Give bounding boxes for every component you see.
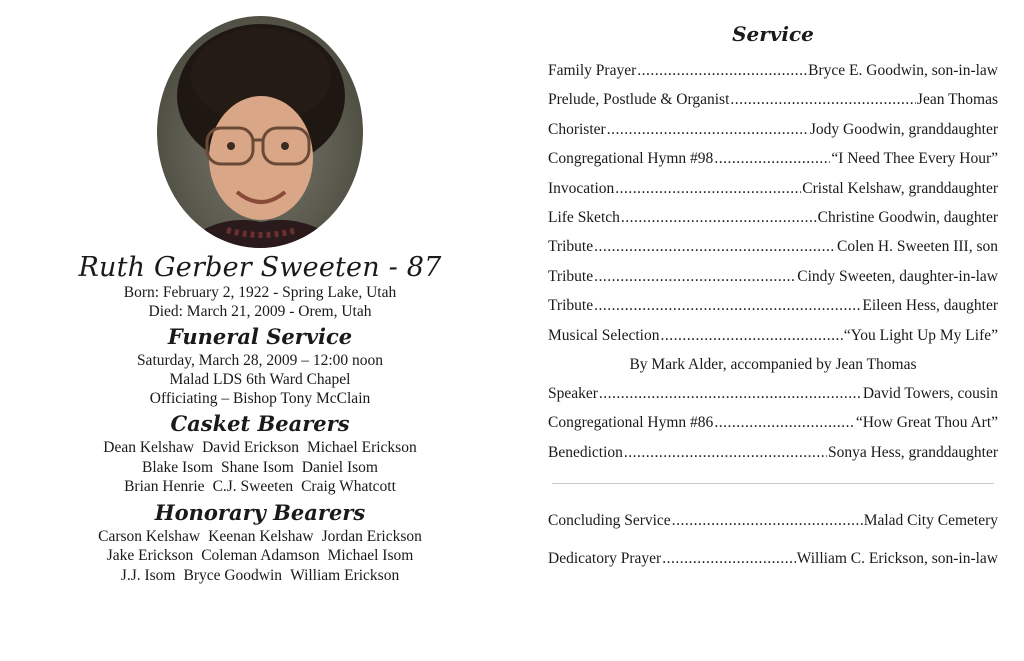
program-role: Tribute <box>548 297 594 315</box>
program-item <box>548 502 998 540</box>
program-participant: Malad City Cemetery <box>863 512 998 530</box>
honorary-bearer-name: J.J. Isom <box>120 566 176 584</box>
leader-dots <box>615 174 801 203</box>
leader-dots <box>624 438 827 467</box>
birth-info: Born: February 2, 1922 - Spring Lake, Utah <box>123 284 397 301</box>
officiating: Officiating – Bishop Tony McClain <box>149 390 371 407</box>
leader-dots <box>621 203 817 232</box>
honorary-bearer-row <box>70 527 450 547</box>
honorary-bearer-name: Carson Kelshaw <box>98 527 201 545</box>
casket-bearer-name: Blake Isom <box>142 458 214 476</box>
honorary-bearer-name: Jordan Erickson <box>321 527 422 545</box>
portrait-illustration <box>157 16 363 248</box>
honorary-bearer-row <box>70 546 450 566</box>
program-participant: “You Light Up My Life” <box>843 326 998 344</box>
closing-program-list <box>548 502 998 578</box>
program-item <box>548 438 998 467</box>
leader-dots <box>607 115 809 144</box>
program-participant: Cindy Sweeten, daughter-in-law <box>797 267 998 285</box>
casket-bearer-name: Brian Henrie <box>124 478 205 495</box>
casket-bearer-name: C.J. Sweeten <box>212 478 294 495</box>
casket-bearer-row <box>70 458 450 478</box>
program-item <box>548 85 998 114</box>
deceased-name: Ruth Gerber Sweeten - 87 <box>78 252 442 283</box>
casket-bearer-name: Dean Kelshaw <box>103 439 195 456</box>
program-role: Family Prayer <box>548 62 637 79</box>
leader-dots <box>714 144 830 173</box>
program-participant: Christine Goodwin, daughter <box>817 208 998 226</box>
obituary-panel <box>70 16 450 585</box>
program-item <box>548 540 998 578</box>
program-participant: Bryce E. Goodwin, son-in-law <box>808 62 998 79</box>
casket-bearer-name: Shane Isom <box>221 458 294 476</box>
program-role: Concluding Service <box>548 512 671 530</box>
program-role: Life Sketch <box>548 208 620 226</box>
program-item <box>548 56 998 85</box>
honorary-bearer-name: William Erickson <box>290 566 400 584</box>
program-participant: David Towers, cousin <box>862 384 998 402</box>
casket-bearer-row <box>70 477 450 497</box>
program-item <box>548 174 998 203</box>
casket-bearer-row <box>70 438 450 458</box>
program-item <box>548 408 998 437</box>
leader-dots <box>672 502 863 540</box>
honorary-bearer-name: Bryce Goodwin <box>183 566 283 584</box>
leader-dots <box>714 408 855 437</box>
program-list <box>548 56 998 350</box>
program-item <box>548 203 998 232</box>
program-item <box>548 232 998 261</box>
honorary-bearers-list <box>70 527 450 586</box>
service-program-panel <box>548 22 998 578</box>
program-role: Congregational Hymn #98 <box>548 150 714 168</box>
funeral-date: Saturday, March 28, 2009 – 12:00 noon <box>136 352 384 369</box>
program-participant: Jody Goodwin, granddaughter <box>809 120 998 138</box>
leader-dots <box>594 291 861 320</box>
leader-dots <box>662 540 796 578</box>
leader-dots <box>594 262 796 291</box>
funeral-service-heading: Funeral Service <box>167 324 353 349</box>
leader-dots <box>637 56 807 85</box>
leader-dots <box>661 321 843 350</box>
program-role: Speaker <box>548 384 598 402</box>
musical-note: By Mark Alder, accompanied by Jean Thomas <box>629 355 917 373</box>
section-divider <box>552 483 994 484</box>
program-role: Benediction <box>548 443 623 461</box>
program-item <box>548 291 998 320</box>
program-role: Tribute <box>548 267 594 285</box>
casket-bearer-name: Daniel Isom <box>301 458 378 476</box>
casket-bearer-name: David Erickson <box>202 439 299 456</box>
program-role: Tribute <box>548 238 594 256</box>
program-item <box>548 321 998 350</box>
honorary-bearer-name: Coleman Adamson <box>201 547 320 564</box>
program-participant: William C. Erickson, son-in-law <box>796 550 998 568</box>
program-role: Congregational Hymn #86 <box>548 414 714 432</box>
honorary-bearer-name: Jake Erickson <box>106 547 194 564</box>
program-role: Dedicatory Prayer <box>548 550 662 568</box>
program-list-continued <box>548 379 998 467</box>
program-participant: Jean Thomas <box>916 91 998 109</box>
funeral-place: Malad LDS 6th Ward Chapel <box>169 371 351 388</box>
service-heading: Service <box>732 22 814 46</box>
portrait-photo <box>157 16 363 248</box>
program-item <box>548 379 998 408</box>
honorary-bearers-heading: Honorary Bearers <box>154 499 366 525</box>
casket-bearers-list <box>70 438 450 497</box>
program-participant: Sonya Hess, granddaughter <box>827 443 998 461</box>
honorary-bearer-name: Michael Isom <box>327 547 414 564</box>
program-item <box>548 115 998 144</box>
death-info: Died: March 21, 2009 - Orem, Utah <box>148 303 372 320</box>
program-item <box>548 262 998 291</box>
leader-dots <box>594 232 836 261</box>
program-participant: Eileen Hess, daughter <box>862 297 998 315</box>
program-role: Prelude, Postlude & Organist <box>548 91 730 109</box>
casket-bearer-name: Michael Erickson <box>306 439 417 456</box>
leader-dots <box>730 85 916 114</box>
program-participant: “How Great Thou Art” <box>855 414 998 432</box>
program-role: Chorister <box>548 120 606 138</box>
casket-bearer-name: Craig Whatcott <box>301 478 396 495</box>
honorary-bearer-row <box>70 566 450 586</box>
casket-bearers-heading: Casket Bearers <box>170 411 350 436</box>
program-participant: Cristal Kelshaw, granddaughter <box>802 179 998 197</box>
leader-dots <box>599 379 862 408</box>
program-participant: Colen H. Sweeten III, son <box>837 238 998 256</box>
program-item <box>548 144 998 173</box>
program-role: Musical Selection <box>548 326 660 344</box>
honorary-bearer-name: Keenan Kelshaw <box>208 527 314 545</box>
program-role: Invocation <box>548 179 615 197</box>
program-participant: “I Need Thee Every Hour” <box>831 150 998 168</box>
